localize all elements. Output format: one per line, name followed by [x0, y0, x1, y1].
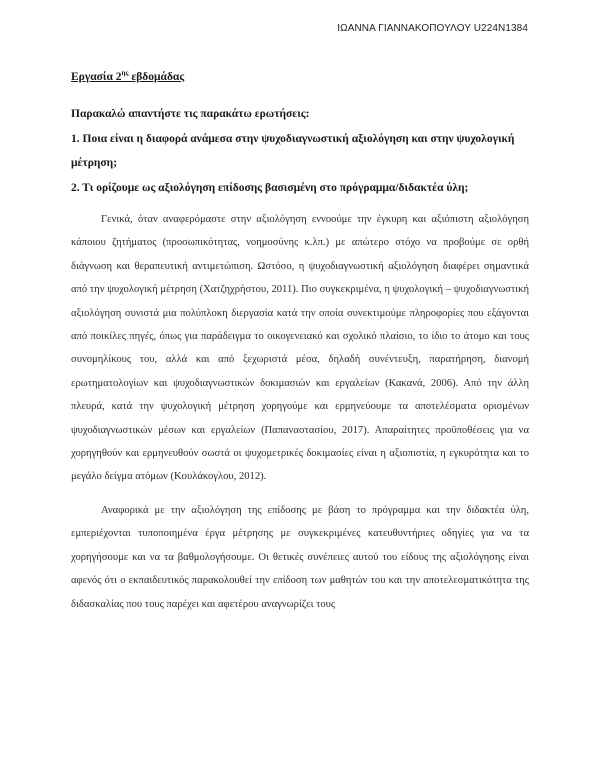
- paragraph-2: Αναφορικά με την αξιολόγηση της επίδοσης με βάση το πρόγραμμα και την διδακτέα ύλη, εμπεριέχονται τυποποιημένα έργα μέτρησης με συγκεκριμένες κατευθυντήριες οδηγίες για να τα χορηγήσουμε και να τα βαθμολογήσουμε. Οι θετικές συνέπειες αυτού του είδους της αξιολόγησης είναι αφενός ότι ο εκπαιδευτικός παρακολουθεί την επίδοση των μαθητών του και την αποτελεσματικότητα της διδασκαλίας που τους παρέχει και αφετέρου αναγνωρίζει τους: [71, 504, 529, 610]
- question-2: 2. Τι ορίζουμε ως αξιολόγηση επίδοσης βασισμένη στο πρόγραμμα/διδακτέα ύλη;: [71, 182, 469, 194]
- title-main: Εργασία 2: [71, 71, 122, 83]
- instruction-text: Παρακαλώ απαντήστε τις παρακάτω ερωτήσεις:: [71, 108, 310, 120]
- title-rest: εβδομάδας: [128, 71, 185, 83]
- paragraph-1: Γενικά, όταν αναφερόμαστε στην αξιολόγηση εννοούμε την έγκυρη και αξιόπιστη αξιολόγηση κάποιου ζητήματος (προσωπικότητας, νοημοσύνης κ.λπ.) με απώτερο στόχο να προβούμε σε ορθή διάγνωση και θεραπευτική αντιμετώπιση. Ωστόσο, η ψυχοδιαγνωστική αξιολόγηση διαφέρει σημαντικά από την ψυχολογική μέτρηση (Χατζηχρήστου, 2011). Πιο συγκεκριμένα, η ψυχολογική – ψυχοδιαγνωστική αξιολόγηση συνιστά μια πολύπλοκη διεργασία κατά την οποία συνεκτιμούμε πληροφορίες που εξάγονται από ποικίλες πηγές, όπως για παράδειγμα το οικογενειακό και σχολικό πλαίσιο, το ίδιο το άτομο και τους συνομηλίκους του, αλλά και από ξεχωριστά μέσα, δηλαδή συνέντευξη, παρατήρηση, διανομή ερωτηματολογίων και ψυχοδιαγνωστικών δοκιμασιών και εργαλείων (Κακανά, 2006). Από την άλλη πλευρά, κατά την ψυχολογική μέτρηση χορηγούμε και ερμηνεύουμε τα αποτελέσματα ορισμένων ψυχοδιαγνωστικών μέσων και εργαλείων (Παπαναστασίου, 2017). Απαραίτητες προϋποθέσεις για να χορηγηθούν και ερμηνευθούν σωστά οι ψυχομετρικές δοκιμασίες είναι η αξιοπιστία, η εγκυρότητα και το μεγάλο δείγμα ατόμων (Κουλάκογλου, 2012).: [71, 214, 529, 483]
- header-author: ΙΩΑΝΝΑ ΓΙΑΝΝΑΚΟΠΟΥΛΟΥ U224N1384: [337, 23, 528, 34]
- question-1: 1. Ποια είναι η διαφορά ανάμεσα στην ψυχοδιαγνωστική αξιολόγηση και στην ψυχολογική μέτρηση;: [71, 133, 515, 169]
- document-body: [71, 68, 529, 626]
- assignment-title: [71, 68, 529, 86]
- title-superscript: ης: [121, 69, 129, 78]
